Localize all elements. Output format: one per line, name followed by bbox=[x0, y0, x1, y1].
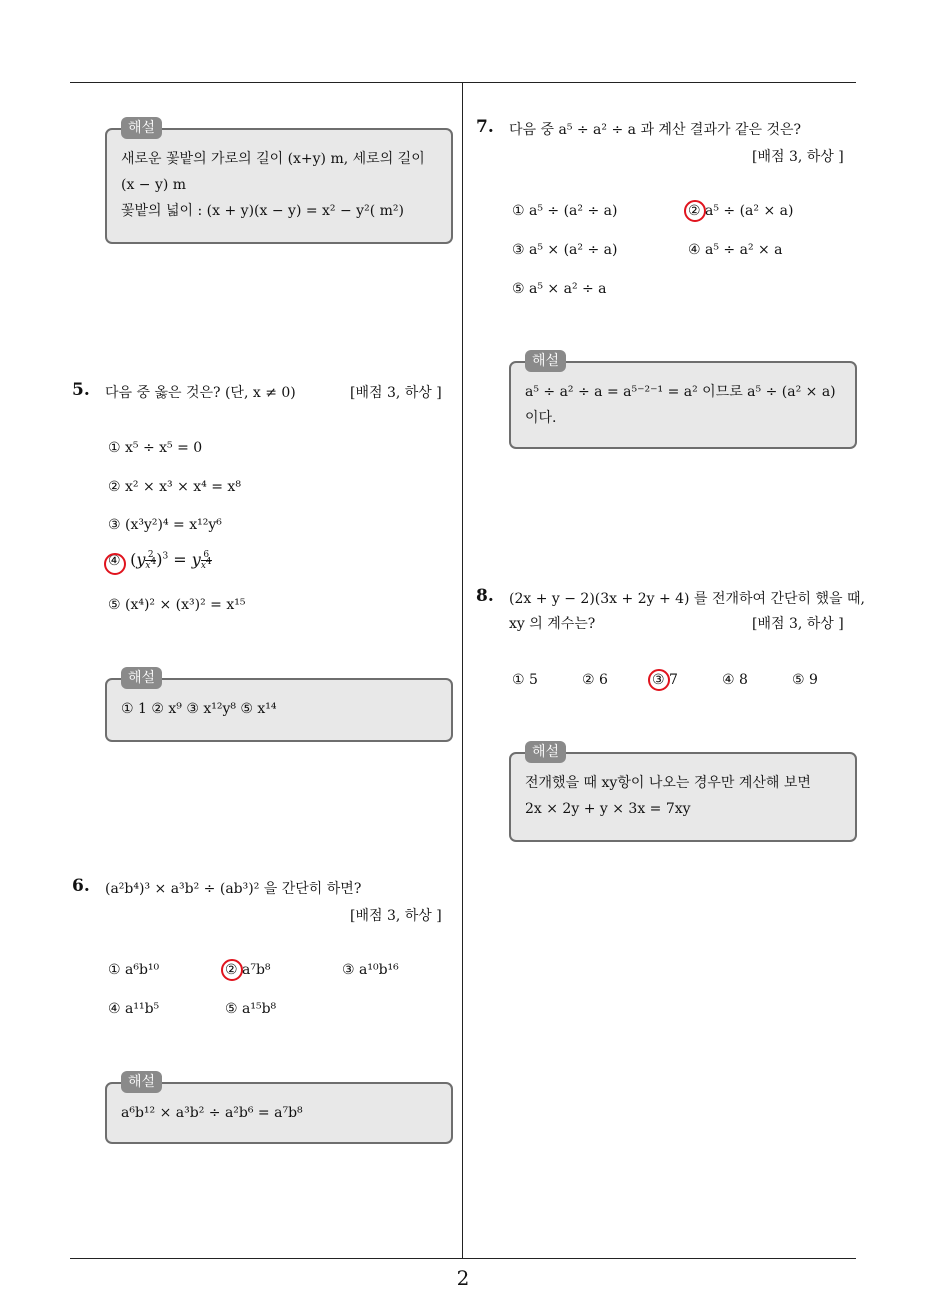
points-q5: [배점 3, 하상 ] bbox=[350, 385, 442, 401]
option-5-4-math: (y $\frac{2}{x^4}$ )$^3$ = y $\frac{6}{x^4}$ bbox=[125, 550, 212, 571]
question-text-6: (a²b⁴)³ × a³b² ÷ (ab³)² 을 간단히 하면? bbox=[105, 881, 362, 897]
solution-line: 전개했을 때 xy항이 나오는 경우만 계산해 보면 bbox=[525, 775, 811, 791]
solution-box-q4 bbox=[105, 120, 453, 244]
question-number-7: 7. bbox=[476, 117, 494, 137]
option-7-2[interactable]: ② a⁵ ÷ (a² × a) bbox=[688, 203, 794, 219]
option-6-3[interactable]: ③ a¹⁰b¹⁶ bbox=[342, 962, 399, 978]
question-number-8: 8. bbox=[476, 586, 494, 606]
solution-box-q8 bbox=[509, 744, 857, 842]
option-6-4[interactable]: ④ a¹¹b⁵ bbox=[108, 1001, 160, 1017]
solution-line: (x − y) m bbox=[121, 177, 187, 193]
option-5-2[interactable]: ② x² × x³ × x⁴ = x⁸ bbox=[108, 479, 241, 495]
points-q6: [배점 3, 하상 ] bbox=[350, 908, 442, 924]
option-8-5[interactable]: ⑤ 9 bbox=[792, 672, 818, 688]
solution-line: ① 1 ② x⁹ ③ x¹²y⁸ ⑤ x¹⁴ bbox=[121, 701, 277, 717]
solution-line: 새로운 꽃밭의 가로의 길이 (x+y) m, 세로의 길이 bbox=[121, 151, 425, 167]
option-8-3[interactable]: ③ 7 bbox=[652, 672, 678, 688]
bottom-rule bbox=[70, 1258, 856, 1259]
option-7-5[interactable]: ⑤ a⁵ × a² ÷ a bbox=[512, 281, 607, 297]
option-5-5[interactable]: ⑤ (x⁴)² × (x³)² = x¹⁵ bbox=[108, 597, 246, 613]
option-6-1[interactable]: ① a⁶b¹⁰ bbox=[108, 962, 160, 978]
question-text-5: 다음 중 옳은 것은? (단, x ≠ 0) bbox=[105, 385, 296, 401]
points-q8: [배점 3, 하상 ] bbox=[752, 616, 844, 632]
question-number-6: 6. bbox=[72, 876, 90, 896]
solution-tag: 해설 bbox=[121, 117, 162, 139]
solution-line: a⁵ ÷ a² ÷ a = a⁵⁻²⁻¹ = a² 이므로 a⁵ ÷ (a² × a) bbox=[525, 384, 836, 400]
option-8-1[interactable]: ① 5 bbox=[512, 672, 538, 688]
points-q7: [배점 3, 하상 ] bbox=[752, 149, 844, 165]
solution-line: 이다. bbox=[525, 410, 557, 426]
solution-line: 꽃밭의 넓이 : (x + y)(x − y) = x² − y²( m²) bbox=[121, 203, 404, 219]
solution-box-q6 bbox=[105, 1074, 453, 1144]
option-6-2[interactable]: ② a⁷b⁸ bbox=[225, 962, 271, 978]
solution-tag: 해설 bbox=[121, 667, 162, 689]
solution-line: a⁶b¹² × a³b² ÷ a²b⁶ = a⁷b⁸ bbox=[121, 1105, 303, 1121]
solution-tag: 해설 bbox=[525, 741, 566, 763]
column-divider bbox=[462, 83, 463, 1258]
question-text-8-line1: (2x + y − 2)(3x + 2y + 4) 를 전개하여 간단히 했을 때, bbox=[509, 591, 865, 607]
solution-box-q5 bbox=[105, 670, 453, 742]
option-6-5[interactable]: ⑤ a¹⁵b⁸ bbox=[225, 1001, 277, 1017]
option-5-3[interactable]: ③ (x³y²)⁴ = x¹²y⁶ bbox=[108, 517, 222, 533]
circle-mark bbox=[104, 553, 126, 575]
option-7-1[interactable]: ① a⁵ ÷ (a² ÷ a) bbox=[512, 203, 618, 219]
page-number: 2 bbox=[456, 1266, 470, 1290]
question-text-7: 다음 중 a⁵ ÷ a² ÷ a 과 계산 결과가 같은 것은? bbox=[509, 122, 801, 138]
option-7-3[interactable]: ③ a⁵ × (a² ÷ a) bbox=[512, 242, 618, 258]
option-5-4[interactable] bbox=[108, 550, 212, 571]
option-8-4[interactable]: ④ 8 bbox=[722, 672, 748, 688]
option-7-4[interactable]: ④ a⁵ ÷ a² × a bbox=[688, 242, 783, 258]
question-text-8-line2: xy 의 계수는? bbox=[509, 616, 596, 632]
solution-tag: 해설 bbox=[525, 350, 566, 372]
question-number-5: 5. bbox=[72, 380, 90, 400]
solution-line: 2x × 2y + y × 3x = 7xy bbox=[525, 801, 691, 817]
solution-box-q7 bbox=[509, 353, 857, 449]
top-rule bbox=[70, 82, 856, 83]
option-8-2[interactable]: ② 6 bbox=[582, 672, 608, 688]
option-5-1[interactable]: ① x⁵ ÷ x⁵ = 0 bbox=[108, 440, 203, 456]
option-5-4-marker: ④ bbox=[108, 553, 121, 569]
solution-tag: 해설 bbox=[121, 1071, 162, 1093]
